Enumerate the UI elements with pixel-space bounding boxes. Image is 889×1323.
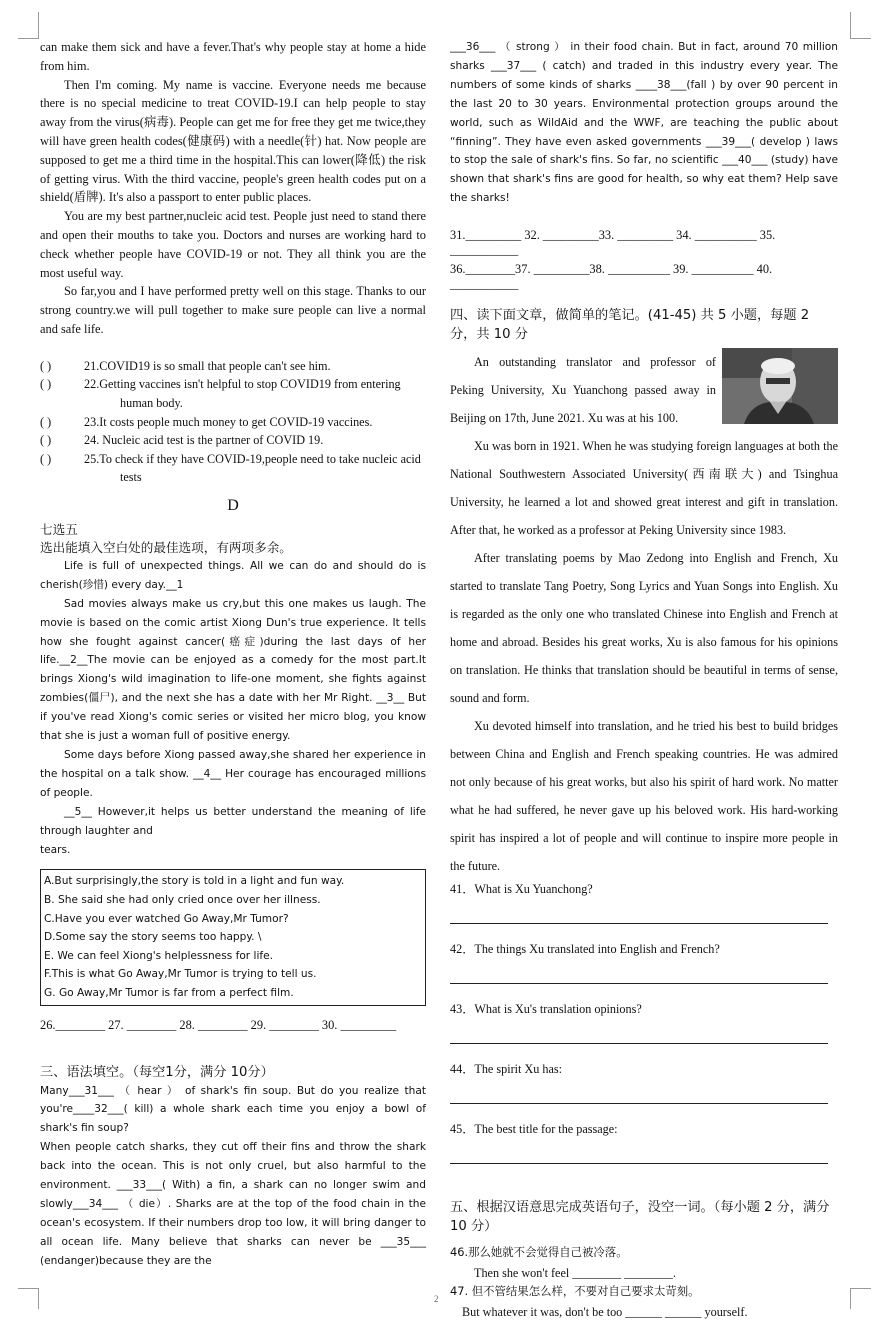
passage-d bbox=[40, 557, 426, 860]
crop-mark-bottom-left bbox=[18, 1288, 39, 1309]
seven-five-instructions: 选出能填入空白处的最佳选项，有两项多余。 bbox=[40, 539, 292, 555]
answer-line-26-30[interactable]: 26.________ 27. ________ 28. ________ 29. ________ 30. _________ bbox=[40, 1017, 397, 1032]
question-24 bbox=[40, 431, 426, 450]
question-47-en[interactable]: But whatever it was, don't be too ______ ______ yourself. bbox=[462, 1305, 748, 1320]
answer-bracket[interactable]: ( ) bbox=[40, 358, 52, 373]
xu-paragraph: Xu devoted himself into translation, and he tried his best to build bridges between China and English and French speaking countries. He was admired not only because of his great works, but also his spirit of hard work. No matter what he had suffered, he never gave up his beloved work. His hard-working spirit has inspired a lot of people and will continue to inspire more people in the future. bbox=[450, 719, 838, 874]
answer-line-41[interactable] bbox=[450, 909, 828, 924]
passage-e-paragraph: ___36___ （ strong ） in their food chain. But in fact, around 70 million sharks ___37___ ( catch) and traded in this industry every year. The numbers of some kinds of sharks ____38___(fall ) by over 90 percent in the last 20 to 30 years. Environmental protection groups around the world, such as WildAid and the WWF, are teaching the public about “finning”. They have even asked governments ___39___( develop ) laws to stop the sale of shark's fins. So far, no scientific ___40___ (study) have shown that shark's fins are good for health, so why eat them? Help save the sharks! bbox=[450, 41, 838, 205]
passage-e bbox=[40, 1082, 426, 1271]
crop-mark-bottom-right bbox=[850, 1288, 871, 1309]
passage-c-paragraph: So far,you and I have performed pretty well on this stage. Thanks to our strong country.we will pull together to make sure people can live a normal and safe life. bbox=[40, 284, 426, 336]
question-46-cn: 46.那么她就不会觉得自己被冷落。 bbox=[450, 1245, 628, 1260]
question-text-cont: human body. bbox=[120, 395, 183, 410]
section4-title: 四、读下面文章，做简单的笔记。(41-45) 共 5 小题，每题 2 分，共 10 分 bbox=[450, 308, 810, 343]
right-column bbox=[450, 38, 838, 1320]
page-number: 2 bbox=[434, 1294, 439, 1304]
question-23 bbox=[40, 413, 426, 432]
question-21 bbox=[40, 357, 426, 376]
answer-line-31-35[interactable]: 31._________ 32. _________33. _________ 34. __________ 35. ___________ bbox=[450, 228, 776, 258]
xu-yuanchong-photo bbox=[722, 348, 838, 424]
question-43: 43．What is Xu's translation opinions? bbox=[450, 1002, 642, 1017]
question-42: 42．The things Xu translated into English and French? bbox=[450, 942, 720, 957]
passage-e-paragraph: Many___31___ （ hear ） of shark's fin soup. But do you realize that you're____32___( kill) a whole shark each time you enjoy a bowl of shark's fin soup? bbox=[40, 1084, 426, 1135]
question-text: 24. Nucleic acid test is the partner of COVID 19. bbox=[84, 433, 324, 448]
answer-line-36-40[interactable]: 36.________37. _________38. __________ 39. __________ 40. ___________ bbox=[450, 262, 773, 292]
question-text-wrap bbox=[84, 450, 426, 487]
question-text-cont: tests bbox=[120, 470, 142, 485]
true-false-questions bbox=[40, 357, 426, 487]
passage-c-paragraph: You are my best partner,nucleic acid test. People just need to stand there and open their mouths to take you. Doctors and nurses are working hard to check whether people have COVID-19 or not. They all think you are the most useful way. bbox=[40, 209, 426, 280]
xu-paragraph: After translating poems by Mao Zedong into English and French, Xu started to translate Tang Poetry, Song Lyrics and Yuan Songs into English. Xu is regarded as the only one who translated Chinese into English and French at home and abroad. Besides his great works, Xu is also famous for his opinions on translation. He thinks that translation should be beautiful in terms of sense, sound and form. bbox=[450, 551, 838, 706]
question-41: 41．What is Xu Yuanchong? bbox=[450, 882, 593, 897]
question-22 bbox=[40, 375, 426, 412]
option-e: E. We can feel Xiong's helplessness for life. bbox=[44, 949, 274, 962]
xu-paragraph: Xu was born in 1921. When he was studying foreign languages at both the National Southwestern Associated University(西南联大) and Tsinghua University, he learned a lot and showed great interest and gift in translation. After that, he worked as a professor at Peking University since 1983. bbox=[450, 439, 838, 538]
passage-c-paragraph: Then I'm coming. My name is vaccine. Everyone needs me because there is no special medicine to treat COVID-19.I can help people to stay away from the virus(病毒). People can get me for free they get me twice,they will have green health codes(健康码) with a needle(针) hat. Now people are supposed to get me a third time in the hospital.This can lower(降低) the risk of getting virus. With the third vaccine, people's green health codes put on a shield(盾牌). It's also a passport to enter public places. bbox=[40, 77, 426, 205]
question-text: 22.Getting vaccines isn't helpful to stop COVID19 from entering bbox=[84, 377, 401, 392]
answer-line-45[interactable] bbox=[450, 1149, 828, 1164]
passage-e-paragraph: When people catch sharks, they cut off their fins and throw the shark back into the ocean. This is not only cruel, but also harmful to the environment. ___33___( With) a fin, a shark can no longer swim and slowly___34___ （ die）. Sharks are at the top of the food chain in the ocean's ecosystem. If their numbers drop too low, it will bring danger to all ocean life. Many believe that sharks can never be ___35___ (endanger)because they are the bbox=[40, 1141, 426, 1267]
question-45: 45．The best title for the passage: bbox=[450, 1122, 618, 1137]
passage-d-paragraph: Sad movies always make us cry,but this one makes us laugh. The movie is based on the comic artist Xiong Dun's true experience. It tells how she fought against cancer(癌症)during the last days of her life.__2__The movie can be enjoyed as a comedy for the most part.It brings Xiong's wild imagination to life-one moment, she fights against zombies(僵尸), and the next she has a date with her Mr Right. __3__ But if you've read Xiong's comic series or visited her micro blog, you know that she is just a woman full of positive energy. bbox=[40, 597, 426, 743]
question-44: 44．The spirit Xu has: bbox=[450, 1062, 563, 1077]
crop-mark-top-left bbox=[18, 12, 39, 39]
xu-paragraph: An outstanding translator and professor of Peking University, Xu Yuanchong passed away in Beijing on 17th, June 2021. Xu was at his 100. bbox=[450, 355, 716, 426]
passage-d-tail: tears. bbox=[40, 843, 71, 856]
option-f: F.This is what Go Away,Mr Tumor is trying to tell us. bbox=[44, 968, 317, 981]
passage-d-paragraph: Life is full of unexpected things. All we can do and should do is cherish(珍惜) every day.__1 bbox=[40, 559, 426, 591]
question-text: 25.To check if they have COVID-19,people need to take nucleic acid bbox=[84, 451, 421, 466]
options-box bbox=[40, 869, 426, 1005]
answer-line-44[interactable] bbox=[450, 1089, 828, 1104]
seven-five-title: 七选五 bbox=[40, 521, 78, 537]
answer-bracket[interactable]: ( ) bbox=[40, 433, 52, 448]
answer-bracket[interactable]: ( ) bbox=[40, 377, 52, 392]
option-c: C.Have you ever watched Go Away,Mr Tumor? bbox=[44, 912, 289, 925]
crop-mark-top-right bbox=[850, 12, 871, 39]
passage-d-paragraph: __5__ However,it helps us better understand the meaning of life through laughter and bbox=[40, 805, 426, 837]
passage-c bbox=[40, 38, 426, 339]
answer-bracket[interactable]: ( ) bbox=[40, 414, 52, 429]
option-g: G. Go Away,Mr Tumor is far from a perfect film. bbox=[44, 986, 294, 999]
answer-line-42[interactable] bbox=[450, 969, 828, 984]
answer-bracket[interactable]: ( ) bbox=[40, 451, 52, 466]
passage-d-paragraph: Some days before Xiong passed away,she shared her experience in the hospital on a talk show. __4__ Her courage has encouraged millions of people. bbox=[40, 748, 426, 799]
question-text-wrap bbox=[84, 375, 426, 412]
question-25 bbox=[40, 450, 426, 487]
option-d: D.Some say the story seems too happy. \ bbox=[44, 931, 262, 944]
question-46-en[interactable]: Then she won't feel ________ ________. bbox=[474, 1266, 676, 1281]
section-d-heading: D bbox=[227, 496, 239, 514]
passage-e-continued bbox=[450, 38, 838, 208]
option-b: B. She said she had only cried once over her illness. bbox=[44, 894, 321, 906]
question-text: 23.It costs people much money to get COVID-19 vaccines. bbox=[84, 414, 373, 429]
answer-line-43[interactable] bbox=[450, 1029, 828, 1044]
section5-title: 五、根据汉语意思完成英语句子，没空一词。（每小题 2 分，满分 10 分） bbox=[450, 1200, 830, 1235]
question-text: 21.COVID19 is so small that people can't see him. bbox=[84, 358, 331, 373]
section3-title: 三、语法填空。（每空1分，满分 10分） bbox=[40, 1064, 274, 1080]
option-a: A.But surprisingly,the story is told in a light and fun way. bbox=[44, 875, 345, 888]
question-47-cn: 47. 但不管结果怎么样，不要对自己要求太苛刻。 bbox=[450, 1284, 700, 1299]
left-column bbox=[40, 38, 426, 1271]
xu-passage bbox=[450, 348, 838, 880]
passage-c-paragraph: can make them sick and have a fever.That's why people stay at home a hide from him. bbox=[40, 40, 426, 73]
